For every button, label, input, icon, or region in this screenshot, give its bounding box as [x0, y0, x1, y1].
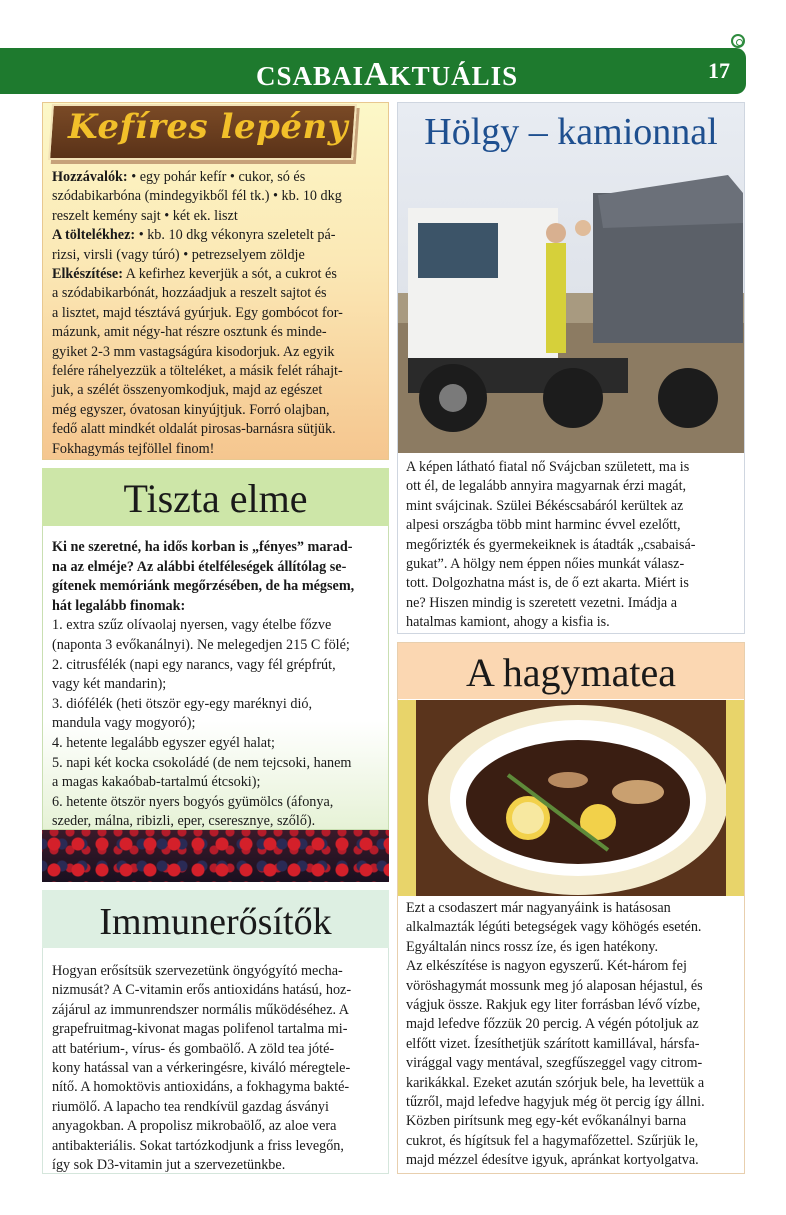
text-run: A kefirhez keverjük a sót, a cukrot és — [122, 266, 337, 283]
recipe-line — [52, 187, 382, 206]
text-run: fedő alatt mindkét oldalát pirosas-barnásra sütjük. — [52, 421, 336, 438]
tea-line: vágjuk össze. Rakjuk egy liter forrásban lévő vízbe, — [406, 997, 701, 1014]
tea-title: A hagymatea — [398, 643, 744, 699]
elme-title: Tiszta elme — [42, 468, 389, 526]
elme-list-item: 1. extra szűz olívaolaj nyersen, vagy ételbe főzve — [52, 617, 332, 634]
elme-list-item: 5. napi két kocka csokoládé (de nem tejcsoki, hanem — [52, 754, 352, 771]
recipe-text — [52, 168, 382, 459]
text-run: Fokhagymás tejföllel finom! — [52, 440, 215, 457]
immun-line: antibakteriális. Sokat tartózkodjunk a friss levegőn, — [52, 1137, 344, 1154]
tea-line: elfőtt vizet. Ízesíthetjük szárított kamillával, hársfa- — [406, 1035, 700, 1052]
text-run: rizsi, virsli (vagy túró) • petrezselyem zöldje — [52, 246, 305, 263]
recipe-line — [52, 226, 382, 245]
tea-line: tűzről, majd lefedve hagyjuk még öt percig így állni. — [406, 1094, 705, 1111]
masthead — [256, 56, 519, 93]
recipe-line — [52, 401, 382, 420]
page-number: 17 — [708, 58, 730, 83]
elme-lead-line: gítenek memóriánk megőrzésében, de ha mégsem, — [52, 578, 355, 595]
immun-title: Immunerősítők — [42, 890, 389, 948]
immun-line: kony hatással van a vérkeringésre, kiváló méregtele- — [52, 1060, 351, 1077]
elme-lead — [52, 538, 382, 616]
truck-line: ott él, de legalább annyira magyarnak érzi magát, — [406, 478, 687, 495]
text-run: a szódabikarbónát, hozzáadjuk a reszelt sajtot és — [52, 285, 327, 302]
tea-text — [406, 899, 738, 1171]
truck-line: hatalmas kamiont, ahogy a kisfia is. — [406, 614, 610, 631]
truck-line: megőrizték és gyermekeiknek is átadták „csabaisá- — [406, 536, 696, 553]
tea-illustration — [398, 700, 744, 896]
elme-list-item: 2. citrusfélék (napi egy narancs, vagy fél grépfrút, — [52, 656, 336, 673]
immun-line: nizmusát? A C-vitamin erős antioxidáns hatású, hoz- — [52, 982, 352, 999]
tea-photo — [398, 700, 744, 896]
truck-title: Hölgy – kamionnal — [424, 111, 718, 153]
elme-list-item: 3. diófélék (heti ötször egy-egy maréknyi dió, — [52, 695, 313, 712]
elme-list-item: mandula vagy mogyoró); — [52, 715, 196, 732]
recipe-line — [52, 381, 382, 400]
swirl-ornament-icon — [731, 34, 745, 48]
recipe-line — [52, 362, 382, 381]
elme-lead-line: hát legalább finomak: — [52, 597, 186, 614]
recipe-title: Kefíres lepény — [68, 107, 348, 147]
truck-line: ne? Hiszen mindig is szeretett vezetni. Imádja a — [406, 594, 678, 611]
text-run: • kb. 10 dkg vékonyra szeletelt pá- — [135, 227, 336, 244]
truck-line: tott. Dolgozhatna mást is, de ő ezt akarta. Miért is — [406, 575, 689, 592]
elme-list-item: 6. hetente ötször nyers bogyós gyümölcs (áfonya, — [52, 793, 334, 810]
tea-line: virággal vagy mentával, szegfűszeggel vagy citrom- — [406, 1055, 703, 1072]
truck-illustration — [398, 103, 744, 453]
truck-text — [406, 458, 738, 633]
tea-line: Ezt a csodaszert már nagyanyáink is hatásosan — [406, 900, 671, 916]
tea-line: Közben pirítsunk meg egy-két evőkanálnyi barna — [406, 1113, 687, 1130]
immun-text — [52, 962, 382, 1175]
tea-line: alkalmazták légúti betegségek vagy köhögés esetén. — [406, 919, 702, 936]
berries-image — [42, 830, 389, 882]
truck-line: mint svájcinak. Szülei Békéscsabáról kerültek az — [406, 497, 684, 514]
recipe-line — [52, 323, 382, 342]
elme-list-item: vagy két mandarin); — [52, 676, 167, 693]
masthead-part-b: A — [364, 56, 390, 93]
immun-line: grapefruitmag-kivonat magas polifenol tartalma mi- — [52, 1021, 348, 1038]
recipe-line — [52, 207, 382, 226]
immun-line: att batérium-, vírus- és gombaölő. A zöld tea jóté- — [52, 1040, 335, 1057]
tea-line: vöröshagymát mossunk meg jó alaposan héjastul, és — [406, 977, 703, 994]
recipe-line — [52, 246, 382, 265]
bold-label: A töltelékhez: — [52, 227, 136, 244]
elme-text — [52, 538, 382, 832]
immun-line: Hogyan erősítsük szervezetünk öngyógyító mecha- — [52, 963, 343, 979]
immun-line: nítő. A homoktövis antioxidáns, a fokhagyma bakté- — [52, 1079, 350, 1096]
masthead-part-a: CSABAI — [256, 61, 365, 91]
bold-label: Hozzávalók: — [52, 169, 128, 185]
elme-list-item: 4. hetente legalább egyszer egyél halat; — [52, 734, 275, 751]
text-run: a lisztet, majd tésztává gyúrjuk. Egy gombócot for- — [52, 304, 343, 321]
recipe-line — [52, 343, 382, 362]
elme-lead-line: na az elméje? Az alábbi ételféleségek állítólag se- — [52, 558, 347, 575]
elme-list-item: a magas kakaóbab-tartalmú étcsoki); — [52, 774, 261, 791]
immun-line: így sok D3-vitamin jut a szervezetünkbe. — [52, 1157, 286, 1174]
recipe-line — [52, 440, 382, 459]
recipe-line — [52, 168, 382, 187]
tea-line: karikákkal. Ezeket azután szórjuk bele, ha levettük a — [406, 1074, 705, 1091]
tea-line: Az elkészítése is nagyon egyszerű. Két-három fej — [406, 958, 687, 975]
text-run: reszelt kemény sajt • két ek. liszt — [52, 207, 238, 224]
recipe-line — [52, 265, 382, 284]
text-run: szódabikarbóna (mindegyikből fél tk.) • kb. 10 dkg — [52, 188, 342, 205]
immun-line: zájárul az immunrendszer normális működéséhez. A — [52, 1001, 350, 1018]
elme-list-item: szeder, málna, ribizli, eper, cseresznye, szőlő). — [52, 813, 316, 830]
immun-line: anyagokban. A propolisz mikrobaölő, az aloe vera — [52, 1118, 337, 1135]
elme-list-item: (naponta 3 evőkanálnyi). Ne melegedjen 215 C fölé; — [52, 636, 350, 653]
masthead-part-c: KTUÁLIS — [389, 61, 519, 91]
text-run: • egy pohár kefír • cukor, só és — [127, 169, 306, 185]
text-run: még egyszer, óvatosan kinyújtjuk. Forró olajban, — [52, 401, 330, 418]
tea-line: cukrot, és hígítsuk fel a hagymafőzettel. Szűrjük le, — [406, 1132, 699, 1149]
elme-list — [52, 616, 382, 832]
truck-line: alpesi országba több mint harminc évvel ezelőtt, — [406, 517, 681, 534]
elme-lead-line: Ki ne szeretné, ha idős korban is „fényes” marad- — [52, 539, 353, 555]
truck-line: gukat”. A hölgy nem éppen nőies munkát válasz- — [406, 556, 685, 573]
truck-photo — [398, 103, 744, 453]
text-run: juk, a szélét összenyomkodjuk, majd az egészet — [52, 382, 323, 399]
recipe-line — [52, 304, 382, 323]
text-run: mázunk, amit négy-hat részre osztunk és minde- — [52, 324, 327, 341]
tea-line: majd lefedve főzzük 20 percig. A végén pótoljuk az — [406, 1016, 699, 1033]
truck-line: A képen látható fiatal nő Svájcban született, ma is — [406, 459, 690, 475]
text-run: gyiket 2-3 mm vastagságúra kisodorjuk. Az egyik — [52, 343, 335, 360]
text-run: felére ráhelyezzük a tölteléket, a másik felét ráhajt- — [52, 363, 343, 380]
tea-line: majd mézzel édesítve igyuk, apránkat kortyolgatva. — [406, 1152, 699, 1169]
tea-line: Egyáltalán nincs rossz íze, és igen hatékony. — [406, 938, 659, 955]
immun-line: riumölő. A lapacho tea rendkívül gazdag ásványi — [52, 1098, 329, 1115]
recipe-line — [52, 284, 382, 303]
recipe-line — [52, 420, 382, 439]
bold-label: Elkészítése: — [52, 266, 123, 283]
